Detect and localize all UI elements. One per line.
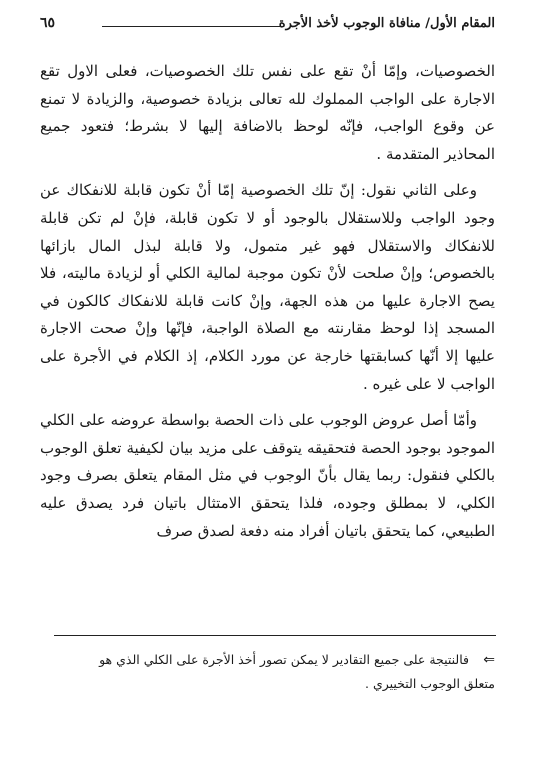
page-number: ٦٥ [40,15,56,31]
paragraph-2: وعلى الثاني نقول: إنّ تلك الخصوصية إمّا أنْ تكون قابلة للانفكاك عن وجود الواجب وللاستقلال بالوجود أو لا تكون قابلة، فإنْ لم تكن قابلة للانفكاك والاستقلال فهو غير متمول، ولا قابلة لبذل المال بازائها بالخصوص؛ وإنْ صلحت لأنْ تكون موجبة لمالية الكلي أو لزيادة ماليته، فلا يصح الاجارة عليها من هذه الجهة، وإنْ كانت قابلة للانفكاك كالكون في المسجد إذا لوحظ مقارنته مع الصلاة الواجبة، فإنّها وإنْ صحت الاجارة عليها إلا أنّها كسابقتها خارجة عن مورد الكلام، إذ الكلام في الأجرة على الواجب لا على غيره . [40,181,495,393]
footnote-line-2 [40,672,495,696]
footnote [40,648,495,696]
footnote-text-1: فالنتيجة على جميع التقادير لا يمكن تصور أخذ الأجرة على الكلي الذي هو [99,652,470,667]
paragraph-3: وأمّا أصل عروض الوجوب على ذات الحصة بواسطة عروضه على الكلي الموجود بوجود الحصة فتحقيقه يتوقف على مزيد بيان لكيفية تعلق الوجوب بالكلي فنقول: ربما يقال بأنّ الوجوب في مثل المقام يتعلق بصرف وجود الكلي، لا بمطلق وجوده، فلذا يتحقق الامتثال باتيان فرد يصدق عليه الطبيعي، كما يتحقق باتيان أفراد منه دفعة لصدق صرف [40,411,495,540]
page-header [40,14,495,40]
footnote-text-2: متعلق الوجوب التخييري . [365,676,495,691]
footnote-rule [54,635,496,636]
footnote-arrow-icon: ⇐ [483,652,495,668]
paragraph-1: الخصوصيات، وإمّا أنْ تقع على نفس تلك الخصوصيات، فعلى الاول تقع الاجارة على الواجب المملوك لله تعالى بزيادة خصوصية، والزيادة لا تمنع عن وقوع الواجب، فإنّه لوحظ بالاضافة إليها لا بشرط؛ فتعود جميع المحاذير المتقدمة . [40,62,495,163]
header-rule [102,26,281,27]
running-title: المقام الأول/ منافاة الوجوب لأخذ الأجرة [278,16,495,31]
footnote-line-1 [40,648,495,672]
body-text [40,58,495,554]
